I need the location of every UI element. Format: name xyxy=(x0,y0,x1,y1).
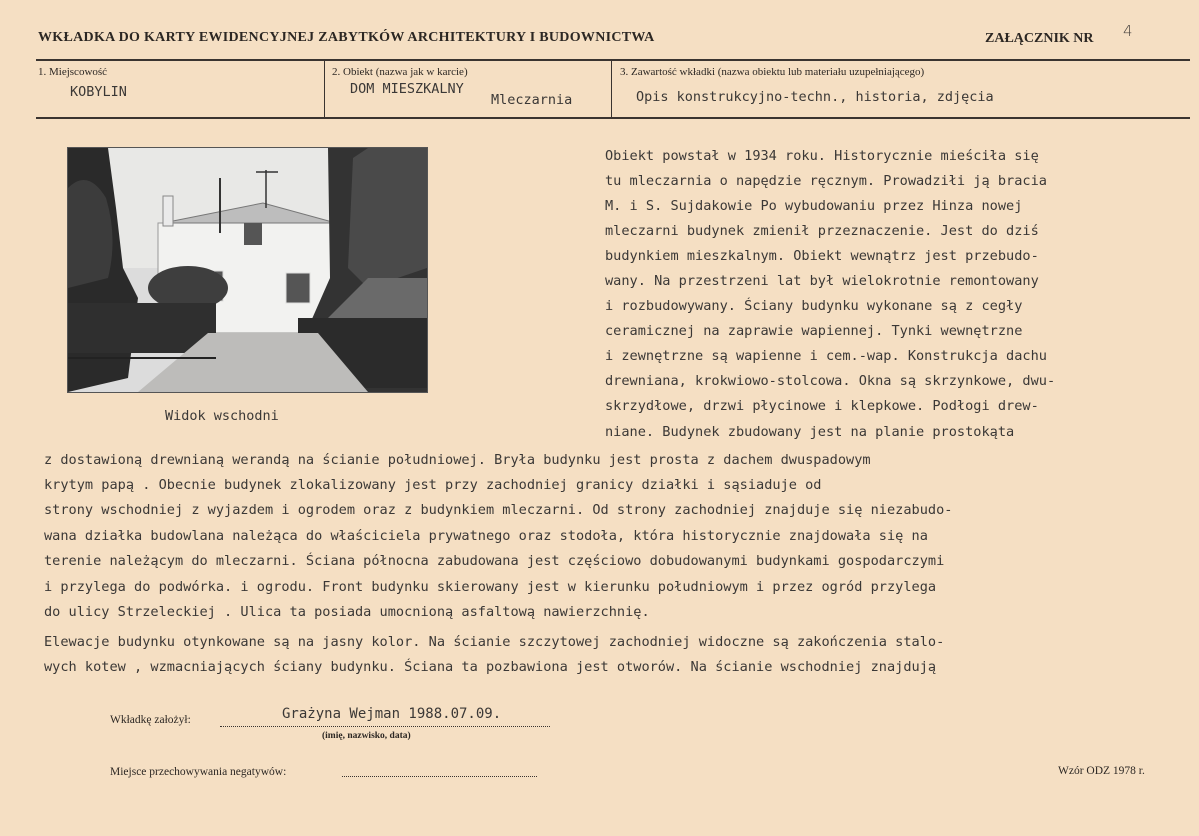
text-line: Elewacje budynku otynkowane są na jasny kolor. Na ścianie szczytowej zachodniej widoczne są zakończenia stalo- xyxy=(44,634,945,650)
text-line: ceramicznej na zaprawie wapiennej. Tynki wewnętrzne xyxy=(605,323,1023,339)
negatives-storage-label: Miejsce przechowywania negatywów: xyxy=(110,766,287,778)
created-by-value: Grażyna Wejman 1988.07.09. xyxy=(282,706,502,722)
annex-label: ZAŁĄCZNIK NR xyxy=(985,31,1094,46)
text-line: z dostawioną drewnianą werandą na ścianie południowej. Bryła budynku jest prosta z dachem dwuspadowym xyxy=(44,452,871,468)
text-line: wany. Na przestrzeni lat był wielokrotnie remontowany xyxy=(605,273,1039,289)
created-by-hint: (imię, nazwisko, data) xyxy=(322,731,411,741)
form-code: Wzór ODZ 1978 r. xyxy=(1058,765,1145,777)
text-line: krytym papą . Obecnie budynek zlokalizowany jest przy zachodniej granicy działki i sąsiaduje od xyxy=(44,477,822,493)
text-line: wana działka budowlana należąca do właściciela prywatnego oraz stodoła, która historycznie znajdowała się na xyxy=(44,528,928,544)
text-line: drewniana, krokwiowo-stolcowa. Okna są skrzynkowe, dwu- xyxy=(605,373,1056,389)
text-line: mleczarni budynek zmienił przeznaczenie. Jest do dziś xyxy=(605,223,1039,239)
text-line: wych kotew , wzmacniających ściany budynku. Ściana ta pozbawiona jest otworów. Na ścianie wschodniej znajdują xyxy=(44,659,937,675)
text-line: niane. Budynek zbudowany jest na planie prostokąta xyxy=(605,424,1015,440)
text-line: terenie należącym do mleczarni. Ściana północna zabudowana jest częściowo dobudowanymi budynkami gospodarczymi xyxy=(44,553,945,569)
fields-bottom-rule xyxy=(36,117,1190,119)
text-line: i przylega do podwórka. i ogrodu. Front budynku skierowany jest w kierunku południowym i przez ogród przylega xyxy=(44,579,937,595)
text-line: i zewnętrzne są wapienne i cem.-wap. Konstrukcja dachu xyxy=(605,348,1047,364)
text-line: i rozbudowywany. Ściany budynku wykonane są z cegły xyxy=(605,298,1023,314)
object-value: DOM MIESZKALNY xyxy=(350,81,464,97)
negatives-storage-line xyxy=(342,776,537,777)
field-divider-2 xyxy=(611,61,612,117)
content-value: Opis konstrukcyjno-techn., historia, zdjęcia xyxy=(636,89,994,105)
created-by-label: Wkładkę założył: xyxy=(110,714,191,726)
text-line: budynkiem mieszkalnym. Obiekt wewnątrz jest przebudo- xyxy=(605,248,1039,264)
created-by-line xyxy=(220,726,550,727)
text-line: M. i S. Sujdakowie Po wybudowaniu przez Hinza nowej xyxy=(605,198,1023,214)
object-value-extra: Mleczarnia xyxy=(491,92,573,108)
photo-caption: Widok wschodni xyxy=(165,408,279,424)
field-divider-1 xyxy=(324,61,325,117)
locality-value: KOBYLIN xyxy=(70,84,127,100)
text-line: do ulicy Strzeleckiej . Ulica ta posiada umocnioną asfaltową nawierzchnię. xyxy=(44,604,650,620)
form-title: WKŁADKA DO KARTY EWIDENCYJNEJ ZABYTKÓW ARCHITEKTURY I BUDOWNICTWA xyxy=(38,30,655,45)
text-line: Obiekt powstał w 1934 roku. Historycznie mieściła się xyxy=(605,148,1039,164)
building-photo-image xyxy=(68,148,427,392)
text-line: strony wschodniej z wyjazdem i ogrodem oraz z budynkiem mleczarni. Od strony zachodniej znajduje się niezabudo- xyxy=(44,502,953,518)
annex-number: 4 xyxy=(1123,22,1133,40)
text-line: skrzydłowe, drzwi płycinowe i klepkowe. Podłogi drew- xyxy=(605,398,1039,414)
object-label: 2. Obiekt (nazwa jak w karcie) xyxy=(332,66,468,78)
locality-label: 1. Miejscowość xyxy=(38,66,108,78)
top-rule xyxy=(36,59,1190,61)
content-label: 3. Zawartość wkładki (nazwa obiektu lub materiału uzupełniającego) xyxy=(620,66,925,78)
building-photo xyxy=(67,147,428,393)
text-line: tu mleczarnia o napędzie ręcznym. Prowadziłi ją bracia xyxy=(605,173,1047,189)
